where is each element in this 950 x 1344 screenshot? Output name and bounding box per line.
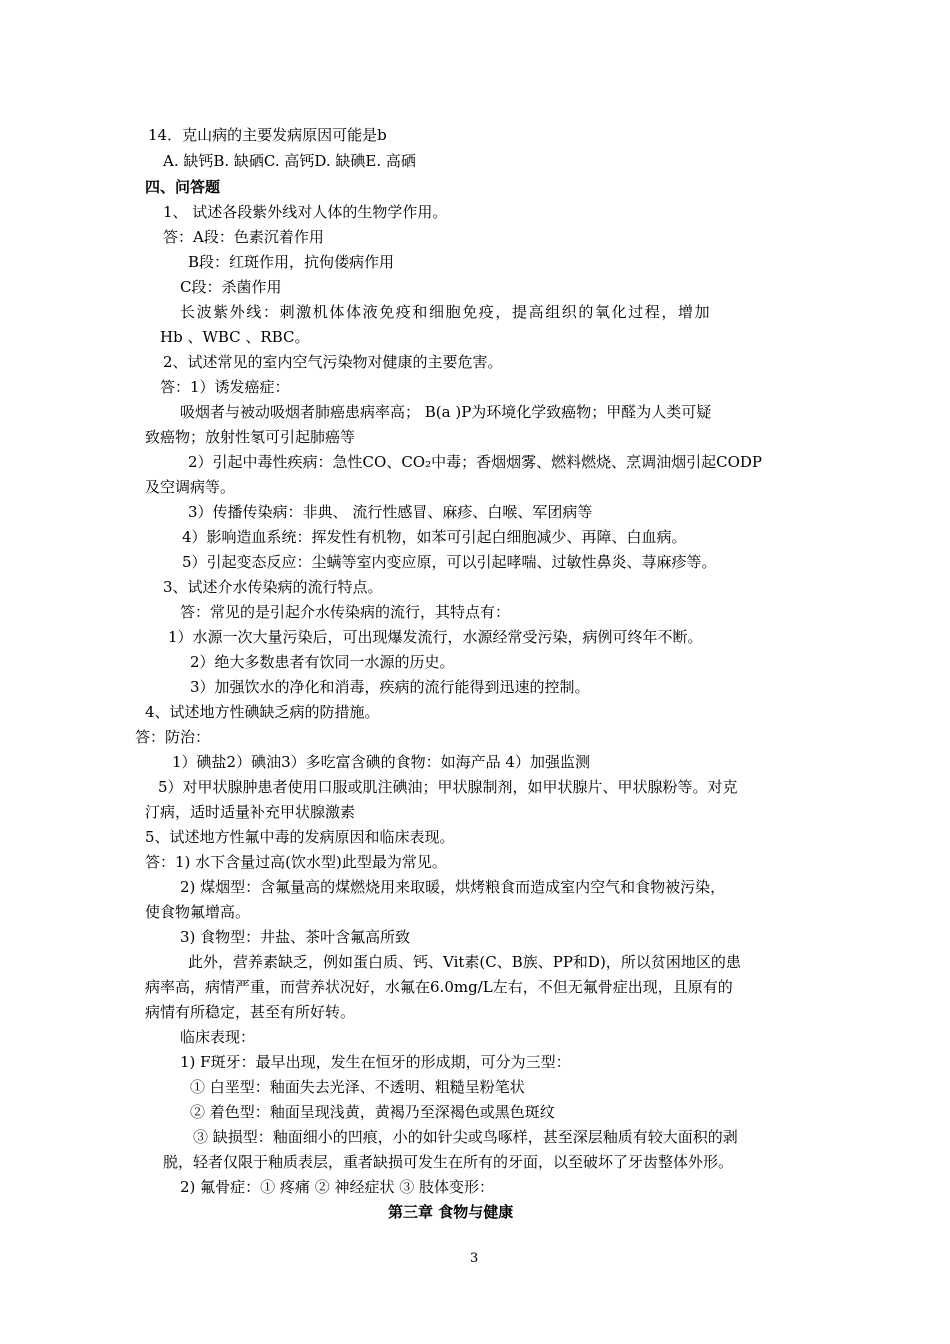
answer-line: 2）绝大多数患者有饮同一水源的历史。 [190, 653, 455, 671]
answer-line: 1）水源一次大量污染后，可出现爆发流行，水源经常受污染，病例可终年不断。 [168, 628, 703, 646]
answer-line: ③ 缺损型：釉面细小的凹痕，小的如针尖或鸟啄样，甚至深层釉质有较大面积的剥 [193, 1128, 738, 1146]
answer-line: 2）引起中毒性疾病：急性CO、CO₂中毒；香烟烟雾、燃料燃烧、烹调油烟引起CODP [188, 453, 763, 471]
answer-line: 1) F斑牙：最早出现，发生在恒牙的形成期，可分为三型： [180, 1053, 571, 1071]
answer-line: 1）碘盐2）碘油3）多吃富含碘的食物：如海产品 4）加强监测 [172, 753, 590, 771]
answer-line: 5）引起变态反应：尘螨等室内变应原，可以引起哮喘、过敏性鼻炎、荨麻疹等。 [182, 553, 717, 571]
question-4: 4、试述地方性碘缺乏病的防措施。 [145, 703, 380, 721]
answer-line: 致癌物；放射性氡可引起肺癌等 [145, 428, 356, 446]
answer-line: 答：1) 水下含量过高(饮水型)此型最为常见。 [145, 853, 447, 871]
answer-line: 答：1）诱发癌症： [160, 378, 290, 396]
answer-line: 答：A段：色素沉着作用 [163, 228, 324, 246]
answer-line: B段：红斑作用，抗佝偻病作用 [188, 253, 395, 271]
answer-line: 脱，轻者仅限于釉质表层，重者缺损可发生在所有的牙面，以至破坏了牙齿整体外形。 [163, 1153, 734, 1171]
answer-line: ① 白垩型：釉面失去光泽、不透明、粗糙呈粉笔状 [190, 1078, 525, 1096]
question-3: 3、试述介水传染病的流行特点。 [163, 578, 383, 596]
question-14-options: A. 缺钙B. 缺硒C. 高钙D. 缺碘E. 高硒 [163, 152, 416, 170]
question-1: 1、 试述各段紫外线对人体的生物学作用。 [163, 203, 448, 221]
answer-line: 2) 煤烟型：含氟量高的煤燃烧用来取暖，烘烤粮食而造成室内空气和食物被污染， [180, 878, 726, 896]
question-14: 14．克山病的主要发病原因可能是b [148, 126, 387, 144]
answer-line: 使食物氟增高。 [145, 903, 251, 921]
answer-line: 汀病，适时适量补充甲状腺激素 [145, 803, 356, 821]
answer-line: 吸烟者与被动吸烟者肺癌患病率高； B(a )P为环境化学致癌物；甲醛为人类可疑 [180, 403, 712, 421]
answer-line: 4）影响造血系统：挥发性有机物，如苯可引起白细胞减少、再障、白血病。 [182, 528, 687, 546]
section-heading: 四、问答题 [145, 178, 221, 196]
answer-line: 3) 食物型：井盐、茶叶含氟高所致 [180, 928, 411, 946]
question-5: 5、试述地方性氟中毒的发病原因和临床表现。 [145, 828, 455, 846]
answer-line: 答：常见的是引起介水传染病的流行，其特点有： [180, 603, 511, 621]
answer-line: ② 着色型：釉面呈现浅黄，黄褐乃至深褐色或黑色斑纹 [190, 1103, 555, 1121]
answer-line: 临床表现： [180, 1028, 256, 1046]
answer-line: Hb 、WBC 、RBC。 [160, 328, 310, 346]
answer-line: 及空调病等。 [145, 478, 236, 496]
answer-line: 2) 氟骨症：① 疼痛 ② 神经症状 ③ 肢体变形： [180, 1178, 495, 1196]
answer-line: 3）加强饮水的净化和消毒，疾病的流行能得到迅速的控制。 [190, 678, 590, 696]
question-2: 2、试述常见的室内空气污染物对健康的主要危害。 [163, 353, 503, 371]
answer-line: 3）传播传染病：非典、 流行性感冒、麻疹、白喉、军团病等 [188, 503, 593, 521]
answer-line: 病情有所稳定，甚至有所好转。 [145, 1003, 356, 1021]
answer-line: 长波紫外线：刺激机体体液免疫和细胞免疫，提高组织的氧化过程，增加 [180, 303, 712, 321]
answer-line: C段：杀菌作用 [180, 278, 282, 296]
page-number: 3 [470, 1251, 479, 1266]
chapter-heading: 第三章 食物与健康 [388, 1203, 514, 1221]
answer-line: 病率高，病情严重，而营养状况好，水氟在6.0mg/L左右，不但无氟骨症出现，且原有的 [145, 978, 733, 996]
answer-line: 5）对甲状腺肿患者使用口服或肌注碘油；甲状腺制剂，如甲状腺片、甲状腺粉等。对克 [158, 778, 738, 796]
answer-line: 此外，营养素缺乏，例如蛋白质、钙、Vit素(C、B族、PP和D)，所以贫困地区的患 [188, 953, 741, 971]
answer-line: 答：防治： [135, 728, 211, 746]
